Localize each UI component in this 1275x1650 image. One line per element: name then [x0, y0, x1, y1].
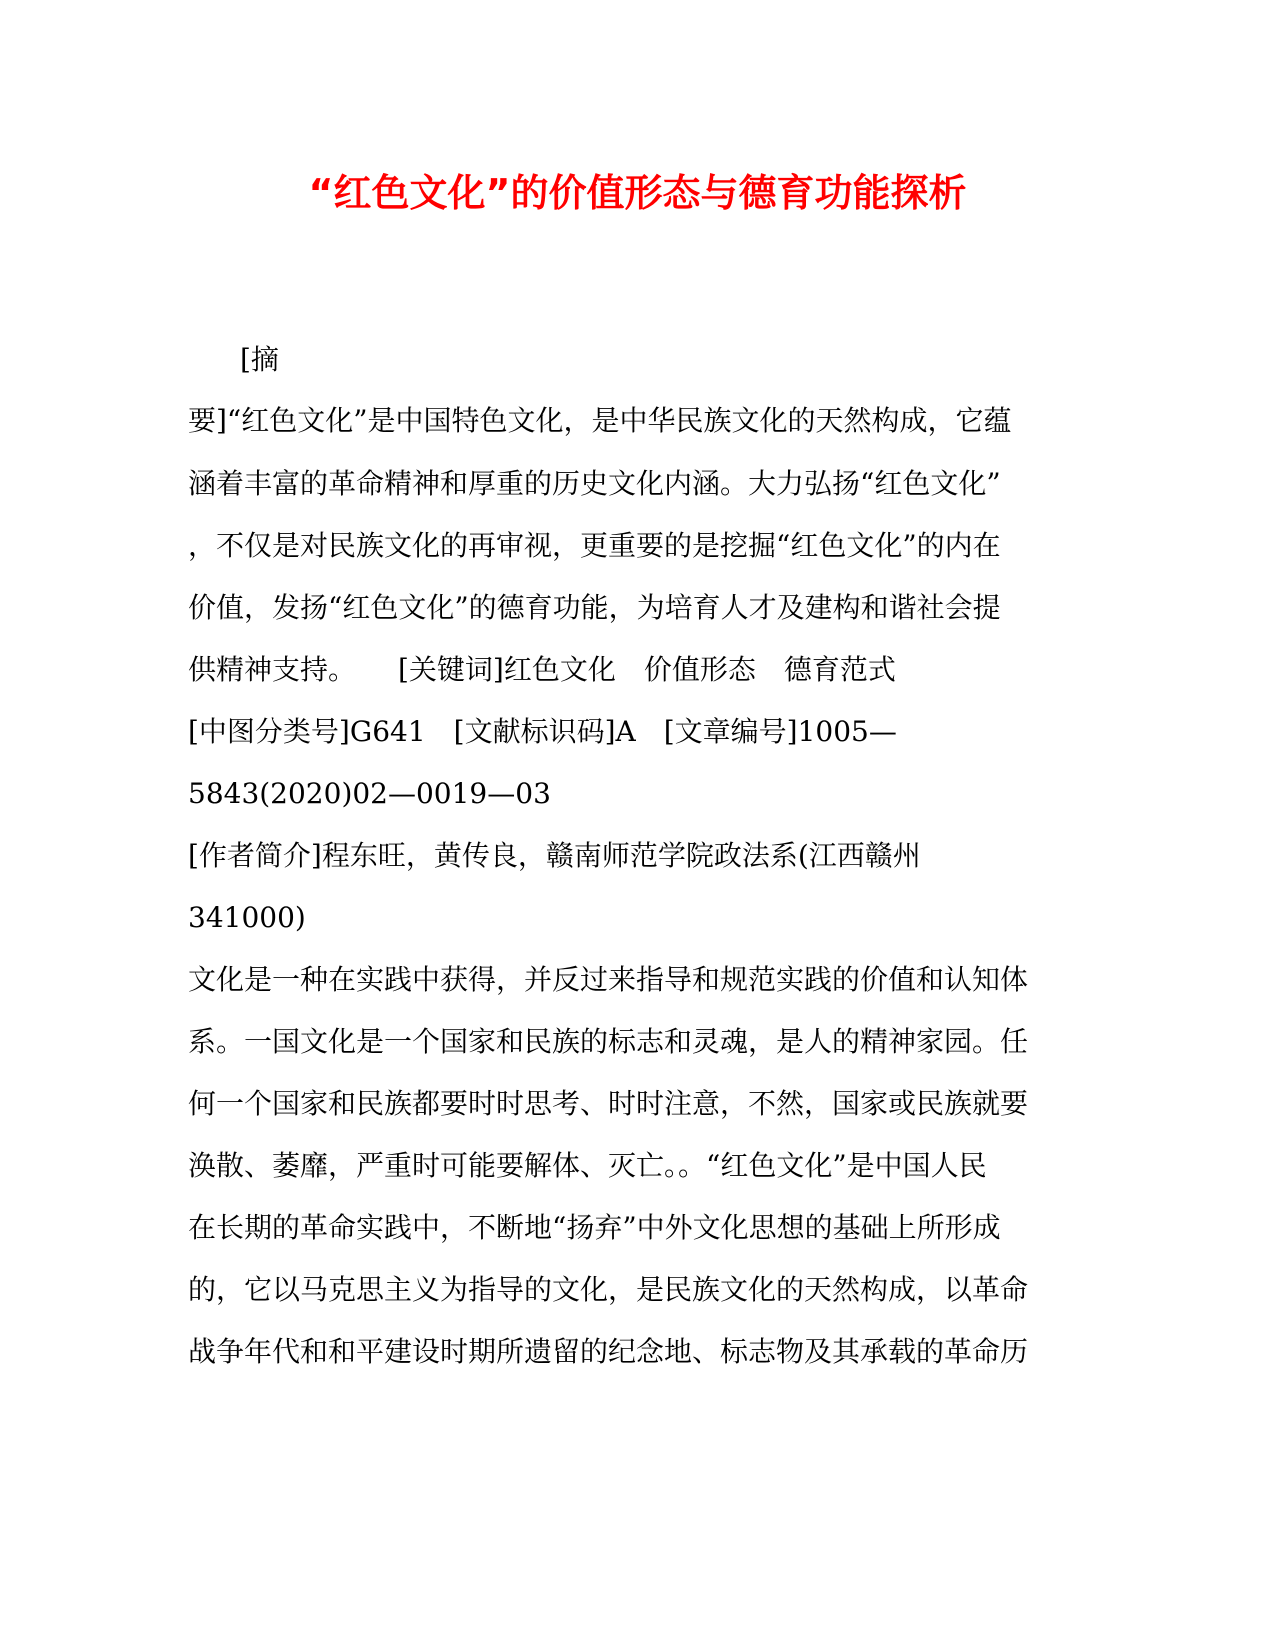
- body-line: 文化是一种在实践中获得，并反过来指导和规范实践的价值和认知体: [188, 963, 1029, 996]
- abstract-line: 价值，发扬“红色文化”的德育功能，为培育人才及建构和谐社会提: [188, 591, 1001, 624]
- body-line: 在长期的革命实践中，不断地“扬弃”中外文化思想的基础上所形成: [188, 1211, 1001, 1244]
- abstract-line: 涵着丰富的革命精神和厚重的历史文化内涵。大力弘扬“红色文化”: [188, 467, 1001, 500]
- document-title: “红色文化”的价值形态与德育功能探析: [308, 171, 967, 215]
- body-line: 战争年代和和平建设时期所遗留的纪念地、标志物及其承载的革命历: [188, 1335, 1029, 1368]
- body-line: 何一个国家和民族都要时时思考、时时注意，不然，国家或民族就要: [188, 1087, 1029, 1120]
- classification-line: [中图分类号]G641 [文献标识码]A [文章编号]1005—: [188, 715, 897, 748]
- author-info-line: 341000): [188, 901, 306, 934]
- abstract-line: ，不仅是对民族文化的再审视，更重要的是挖掘“红色文化”的内在: [188, 529, 1001, 562]
- author-info-line: [作者简介]程东旺，黄传良，赣南师范学院政法系(江西赣州: [188, 839, 921, 872]
- body-line: 系。一国文化是一个国家和民族的标志和灵魂，是人的精神家园。任: [188, 1025, 1029, 1058]
- keywords-line: 供精神支持。 [关键词]红色文化 价值形态 德育范式: [188, 653, 896, 686]
- body-line: 涣散、萎靡，严重时可能要解体、灭亡。。“红色文化”是中国人民: [188, 1149, 987, 1182]
- article-number-line: 5843(2020)02—0019—03: [188, 777, 551, 810]
- body-line: 的，它以马克思主义为指导的文化，是民族文化的天然构成，以革命: [188, 1273, 1029, 1306]
- abstract-label: [摘: [240, 343, 279, 376]
- abstract-line: 要]“红色文化”是中国特色文化，是中华民族文化的天然构成，它蕴: [188, 404, 1012, 437]
